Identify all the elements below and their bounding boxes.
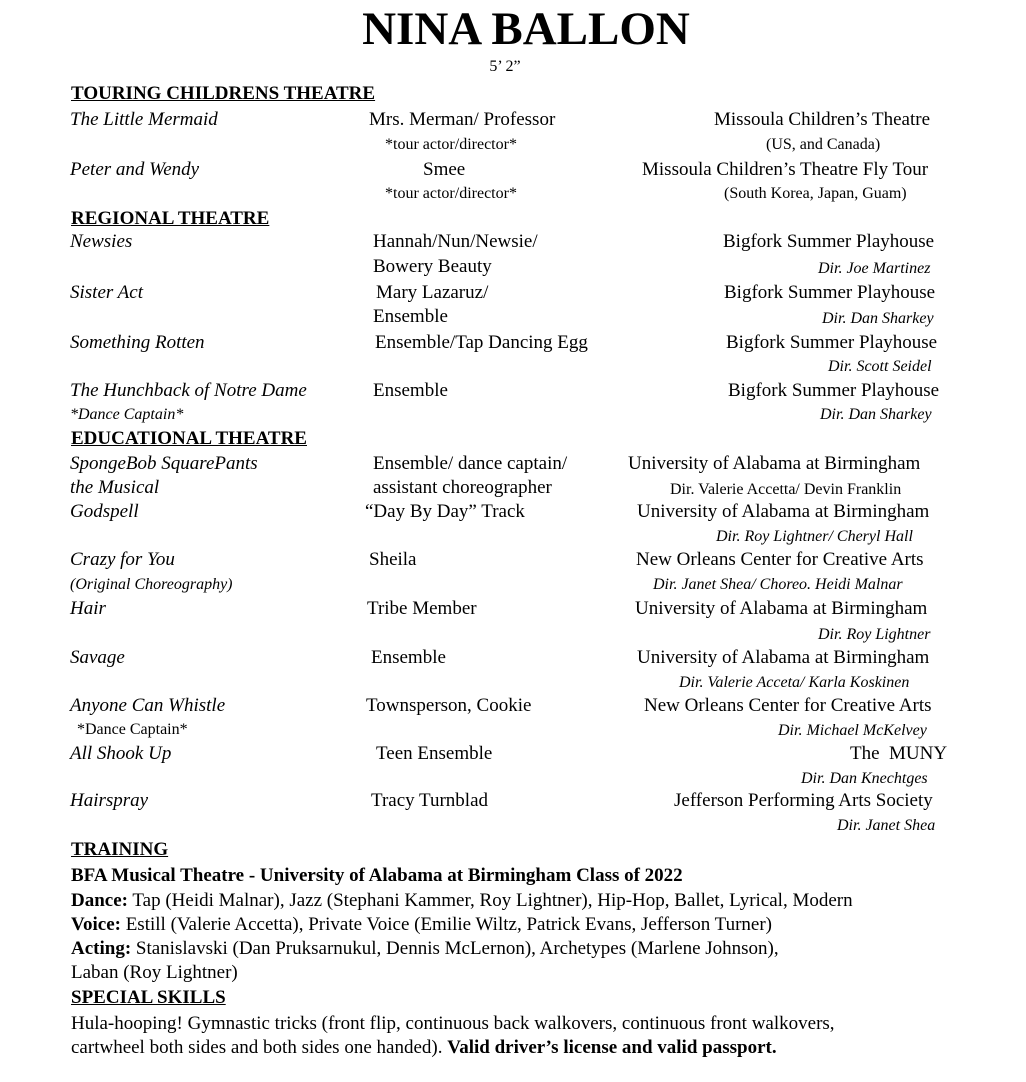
credit-role: Tribe Member	[367, 598, 477, 619]
credit-venue-note: (South Korea, Japan, Guam)	[724, 185, 907, 202]
credit-venue-note: (US, and Canada)	[766, 136, 881, 153]
credit-venue: Missoula Children’s Theatre Fly Tour	[642, 159, 929, 180]
credit-role: Smee	[423, 159, 466, 180]
credit-venue: University of Alabama at Birmingham	[635, 598, 928, 619]
credit-director: Dir. Valerie Accetta/ Devin Franklin	[670, 481, 902, 498]
training-acting-text: Stanislavski (Dan Pruksarnukul, Dennis McLernon), Archetypes (Marlene Johnson),	[131, 938, 779, 959]
credit-role-line2: assistant choreographer	[373, 477, 552, 498]
credit-venue: Bigfork Summer Playhouse	[724, 282, 936, 303]
credit-show: All Shook Up	[70, 743, 172, 764]
credit-director: Dir. Janet Shea	[837, 817, 936, 834]
training-acting-line2: Laban (Roy Lightner)	[71, 962, 238, 983]
section-heading-educational: EDUCATIONAL THEATRE	[71, 428, 307, 449]
training-voice-text: Estill (Valerie Accetta), Private Voice (Emilie Wiltz, Patrick Evans, Jefferson Turner)	[120, 914, 773, 935]
credit-show-note: (Original Choreography)	[70, 576, 233, 593]
credit-show-line2: the Musical	[70, 477, 160, 498]
credit-show: SpongeBob SquarePants	[70, 453, 258, 474]
credit-venue: University of Alabama at Birmingham	[637, 647, 930, 668]
credit-venue: Bigfork Summer Playhouse	[726, 332, 938, 353]
credit-show: Peter and Wendy	[70, 159, 200, 180]
credit-role-note: *tour actor/director*	[385, 136, 517, 153]
credit-role: Ensemble/Tap Dancing Egg	[375, 332, 588, 353]
credit-show: The Hunchback of Notre Dame	[70, 380, 307, 401]
credit-director: Dir. Scott Seidel	[828, 358, 932, 375]
training-degree: BFA Musical Theatre - University of Alabama at Birmingham Class of 2022	[71, 865, 683, 886]
skills-line2	[71, 1036, 777, 1060]
training-dance-label: Dance:	[71, 890, 128, 911]
credit-role-line2: Ensemble	[373, 306, 448, 327]
training-dance	[71, 889, 853, 913]
credit-role: Teen Ensemble	[376, 743, 493, 764]
credit-venue: Missoula Children’s Theatre	[714, 109, 931, 130]
credit-director: Dir. Michael McKelvey	[778, 722, 927, 739]
credit-role: Mary Lazaruz/	[376, 282, 489, 303]
credit-venue: University of Alabama at Birmingham	[637, 501, 930, 522]
credit-show-note: *Dance Captain*	[70, 406, 184, 423]
training-voice-label: Voice:	[71, 914, 121, 935]
section-heading-touring: TOURING CHILDRENS THEATRE	[71, 83, 376, 104]
training-voice	[71, 913, 772, 937]
credit-role: Sheila	[369, 549, 417, 570]
credit-show: Crazy for You	[70, 549, 175, 570]
skills-line2-bold: Valid driver’s license and valid passport.	[447, 1037, 777, 1058]
credit-director: Dir. Dan Sharkey	[822, 310, 934, 327]
credit-director: Dir. Joe Martinez	[818, 260, 931, 277]
section-heading-training: TRAINING	[71, 839, 169, 860]
training-dance-text: Tap (Heidi Malnar), Jazz (Stephani Kammer, Roy Lightner), Hip-Hop, Ballet, Lyrical, Modern	[127, 890, 853, 911]
credit-show-note: *Dance Captain*	[77, 721, 188, 738]
credit-venue: Bigfork Summer Playhouse	[728, 380, 940, 401]
credit-director: Dir. Dan Sharkey	[820, 406, 932, 423]
training-acting	[71, 937, 779, 961]
skills-line2-text: cartwheel both sides and both sides one handed).	[71, 1037, 448, 1058]
credit-show: Hair	[70, 598, 106, 619]
credit-show: Something Rotten	[70, 332, 205, 353]
credit-show: Anyone Can Whistle	[70, 695, 226, 716]
section-heading-regional: REGIONAL THEATRE	[71, 208, 270, 229]
credit-venue: Jefferson Performing Arts Society	[674, 790, 933, 811]
credit-role: Tracy Turnblad	[371, 790, 489, 811]
credit-director: Dir. Janet Shea/ Choreo. Heidi Malnar	[653, 576, 903, 593]
credit-show: Hairspray	[70, 790, 149, 811]
credit-director: Dir. Roy Lightner/ Cheryl Hall	[716, 528, 913, 545]
credit-role: Ensemble	[371, 647, 446, 668]
credit-venue: New Orleans Center for Creative Arts	[636, 549, 924, 570]
credit-role: “Day By Day” Track	[365, 501, 525, 522]
resume-name: NINA BALLON	[362, 3, 690, 55]
resume-height: 5’ 2”	[489, 58, 521, 75]
training-acting-label: Acting:	[71, 938, 132, 959]
skills-line1: Hula-hooping! Gymnastic tricks (front flip, continuous back walkovers, continuous front walkovers,	[71, 1013, 835, 1034]
credit-venue: The MUNY	[850, 743, 948, 764]
credit-show: Godspell	[70, 501, 139, 522]
credit-role-note: *tour actor/director*	[385, 185, 517, 202]
credit-director: Dir. Roy Lightner	[818, 626, 931, 643]
credit-role: Hannah/Nun/Newsie/	[373, 231, 538, 252]
credit-venue: New Orleans Center for Creative Arts	[644, 695, 932, 716]
credit-role-line2: Bowery Beauty	[373, 256, 492, 277]
credit-director: Dir. Dan Knechtges	[801, 770, 928, 787]
section-heading-skills: SPECIAL SKILLS	[71, 987, 226, 1008]
credit-show: The Little Mermaid	[70, 109, 218, 130]
credit-role: Mrs. Merman/ Professor	[369, 109, 556, 130]
credit-venue: Bigfork Summer Playhouse	[723, 231, 935, 252]
credit-show: Savage	[70, 647, 125, 668]
credit-show: Sister Act	[70, 282, 144, 303]
credit-role: Ensemble/ dance captain/	[373, 453, 568, 474]
credit-director: Dir. Valerie Acceta/ Karla Koskinen	[679, 674, 910, 691]
credit-role: Townsperson, Cookie	[366, 695, 532, 716]
credit-show: Newsies	[70, 231, 133, 252]
credit-role: Ensemble	[373, 380, 448, 401]
credit-venue: University of Alabama at Birmingham	[628, 453, 921, 474]
